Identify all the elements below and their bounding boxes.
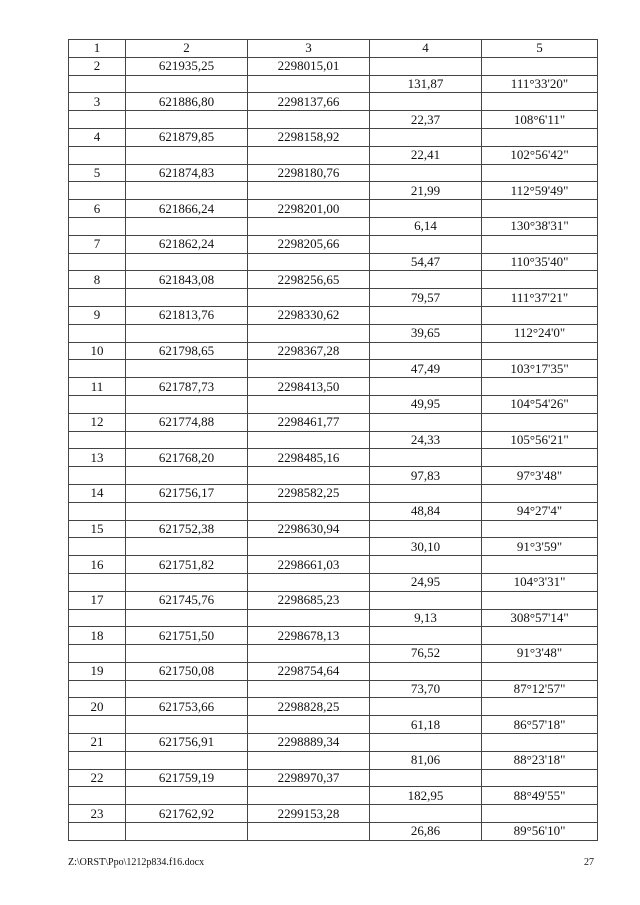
table-cell: 2298828,25 xyxy=(248,698,370,716)
table-cell: 19 xyxy=(69,662,126,680)
table-cell xyxy=(126,823,248,841)
table-cell: 103°17'35" xyxy=(482,360,598,378)
table-cell: 2298180,76 xyxy=(248,164,370,182)
table-cell xyxy=(482,93,598,111)
table-cell xyxy=(248,823,370,841)
table-cell: 5 xyxy=(69,164,126,182)
table-cell xyxy=(69,360,126,378)
footer-page-number: 27 xyxy=(584,857,594,868)
table-cell: 21,99 xyxy=(370,182,482,200)
table-cell: 621753,66 xyxy=(126,698,248,716)
table-cell: 621759,19 xyxy=(126,769,248,787)
table-cell xyxy=(69,431,126,449)
table-cell xyxy=(482,556,598,574)
table-cell: 91°3'59" xyxy=(482,538,598,556)
table-cell xyxy=(482,164,598,182)
table-cell xyxy=(482,591,598,609)
table-cell xyxy=(370,662,482,680)
table-cell: 39,65 xyxy=(370,324,482,342)
table-cell xyxy=(482,342,598,360)
table-cell xyxy=(248,467,370,485)
table-cell xyxy=(126,324,248,342)
table-cell xyxy=(248,502,370,520)
table-cell: 2298661,03 xyxy=(248,556,370,574)
table-cell: 621862,24 xyxy=(126,235,248,253)
table-cell: 621813,76 xyxy=(126,306,248,324)
table-cell: 621750,08 xyxy=(126,662,248,680)
table-cell xyxy=(482,57,598,75)
table-cell: 2298205,66 xyxy=(248,235,370,253)
table-cell xyxy=(370,520,482,538)
table-cell: 182,95 xyxy=(370,787,482,805)
table-cell xyxy=(126,395,248,413)
table-cell: 88°49'55" xyxy=(482,787,598,805)
table-cell xyxy=(248,431,370,449)
table-cell: 2298330,62 xyxy=(248,306,370,324)
table-cell: 6 xyxy=(69,200,126,218)
table-row xyxy=(69,342,598,360)
table-row xyxy=(69,627,598,645)
table-cell xyxy=(126,146,248,164)
table-cell xyxy=(248,538,370,556)
table-row xyxy=(69,431,598,449)
column-header: 3 xyxy=(248,40,370,58)
table-cell xyxy=(482,734,598,752)
table-cell: 621787,73 xyxy=(126,378,248,396)
column-header: 5 xyxy=(482,40,598,58)
table-cell xyxy=(126,431,248,449)
table-row xyxy=(69,645,598,663)
table-row xyxy=(69,502,598,520)
table-cell: 2298485,16 xyxy=(248,449,370,467)
table-cell xyxy=(126,467,248,485)
table-cell xyxy=(69,680,126,698)
table-cell: 17 xyxy=(69,591,126,609)
table-cell: 30,10 xyxy=(370,538,482,556)
table-cell: 10 xyxy=(69,342,126,360)
table-cell xyxy=(248,75,370,93)
table-cell xyxy=(482,378,598,396)
table-cell: 2298678,13 xyxy=(248,627,370,645)
table-cell xyxy=(248,751,370,769)
table-cell xyxy=(370,93,482,111)
table-cell xyxy=(370,200,482,218)
coordinates-table xyxy=(68,39,598,841)
table-cell xyxy=(69,609,126,627)
table-body xyxy=(69,40,598,841)
table-cell xyxy=(248,395,370,413)
table-cell: 621866,24 xyxy=(126,200,248,218)
table-cell xyxy=(126,751,248,769)
table-cell xyxy=(482,128,598,146)
table-cell: 6,14 xyxy=(370,217,482,235)
table-cell xyxy=(69,538,126,556)
table-cell xyxy=(370,591,482,609)
table-cell: 111°33'20" xyxy=(482,75,598,93)
table-cell xyxy=(126,573,248,591)
table-cell xyxy=(69,645,126,663)
table-row xyxy=(69,787,598,805)
table-cell: 79,57 xyxy=(370,289,482,307)
table-cell: 2298630,94 xyxy=(248,520,370,538)
table-cell xyxy=(248,645,370,663)
table-cell: 2298970,37 xyxy=(248,769,370,787)
table-cell: 621879,85 xyxy=(126,128,248,146)
table-cell: 130°38'31" xyxy=(482,217,598,235)
table-cell: 621874,83 xyxy=(126,164,248,182)
table-cell: 20 xyxy=(69,698,126,716)
table-cell: 2299153,28 xyxy=(248,805,370,823)
table-cell: 73,70 xyxy=(370,680,482,698)
table-cell xyxy=(482,306,598,324)
table-cell: 22,41 xyxy=(370,146,482,164)
table-row xyxy=(69,378,598,396)
table-cell: 9 xyxy=(69,306,126,324)
table-cell xyxy=(482,520,598,538)
table-cell xyxy=(482,805,598,823)
table-cell xyxy=(248,716,370,734)
table-row xyxy=(69,609,598,627)
table-cell: 4 xyxy=(69,128,126,146)
table-cell xyxy=(248,182,370,200)
table-cell xyxy=(126,217,248,235)
table-cell: 308°57'14" xyxy=(482,609,598,627)
table-cell: 11 xyxy=(69,378,126,396)
table-cell xyxy=(69,787,126,805)
table-cell: 621751,50 xyxy=(126,627,248,645)
table-cell xyxy=(370,306,482,324)
table-cell xyxy=(248,289,370,307)
footer-file-path: Z:\ORST\Ppo\1212p834.f16.docx xyxy=(68,857,205,868)
table-cell xyxy=(482,413,598,431)
table-row xyxy=(69,591,598,609)
table-cell: 621774,88 xyxy=(126,413,248,431)
table-cell: 89°56'10" xyxy=(482,823,598,841)
table-row xyxy=(69,573,598,591)
table-row xyxy=(69,556,598,574)
table-cell xyxy=(370,271,482,289)
table-row xyxy=(69,413,598,431)
table-cell xyxy=(482,484,598,502)
table-row xyxy=(69,200,598,218)
table-cell xyxy=(370,342,482,360)
table-row xyxy=(69,128,598,146)
table-cell: 112°24'0" xyxy=(482,324,598,342)
table-row xyxy=(69,289,598,307)
table-cell: 621752,38 xyxy=(126,520,248,538)
table-row xyxy=(69,395,598,413)
table-cell: 23 xyxy=(69,805,126,823)
table-cell: 621843,08 xyxy=(126,271,248,289)
table-cell: 2298158,92 xyxy=(248,128,370,146)
table-cell xyxy=(126,289,248,307)
table-cell: 18 xyxy=(69,627,126,645)
table-cell: 21 xyxy=(69,734,126,752)
table-cell xyxy=(248,217,370,235)
table-cell: 97,83 xyxy=(370,467,482,485)
table-cell xyxy=(482,662,598,680)
table-cell: 81,06 xyxy=(370,751,482,769)
table-cell: 24,33 xyxy=(370,431,482,449)
table-cell: 9,13 xyxy=(370,609,482,627)
table-cell xyxy=(69,751,126,769)
table-row xyxy=(69,538,598,556)
table-cell xyxy=(248,680,370,698)
table-row xyxy=(69,520,598,538)
table-cell xyxy=(126,787,248,805)
table-cell: 621798,65 xyxy=(126,342,248,360)
table-cell xyxy=(248,253,370,271)
table-cell xyxy=(69,716,126,734)
table-cell: 104°3'31" xyxy=(482,573,598,591)
table-row xyxy=(69,306,598,324)
table-cell: 14 xyxy=(69,484,126,502)
table-cell xyxy=(248,324,370,342)
table-cell: 13 xyxy=(69,449,126,467)
table-cell: 2298137,66 xyxy=(248,93,370,111)
table-row xyxy=(69,93,598,111)
table-cell xyxy=(370,484,482,502)
table-cell xyxy=(126,360,248,378)
table-cell: 49,95 xyxy=(370,395,482,413)
table-cell: 131,87 xyxy=(370,75,482,93)
table-cell xyxy=(482,200,598,218)
table-cell xyxy=(126,609,248,627)
table-cell xyxy=(126,645,248,663)
column-header: 4 xyxy=(370,40,482,58)
table-cell: 2298256,65 xyxy=(248,271,370,289)
table-cell xyxy=(370,698,482,716)
table-cell xyxy=(126,253,248,271)
table-cell: 104°54'26" xyxy=(482,395,598,413)
table-cell xyxy=(126,111,248,129)
table-cell xyxy=(370,57,482,75)
table-cell xyxy=(69,111,126,129)
table-cell: 88°23'18" xyxy=(482,751,598,769)
table-row xyxy=(69,449,598,467)
table-cell xyxy=(69,146,126,164)
table-row xyxy=(69,146,598,164)
table-row xyxy=(69,467,598,485)
table-cell xyxy=(482,627,598,645)
table-cell: 2 xyxy=(69,57,126,75)
table-cell: 621886,80 xyxy=(126,93,248,111)
column-header: 1 xyxy=(69,40,126,58)
table-cell xyxy=(482,769,598,787)
table-cell xyxy=(69,502,126,520)
table-cell: 7 xyxy=(69,235,126,253)
table-cell xyxy=(69,395,126,413)
table-cell xyxy=(370,805,482,823)
table-cell: 87°12'57" xyxy=(482,680,598,698)
table-cell: 2298754,64 xyxy=(248,662,370,680)
table-cell xyxy=(126,502,248,520)
table-cell xyxy=(370,164,482,182)
table-cell: 2298685,23 xyxy=(248,591,370,609)
table-row xyxy=(69,235,598,253)
table-row xyxy=(69,716,598,734)
table-cell: 47,49 xyxy=(370,360,482,378)
table-cell: 22 xyxy=(69,769,126,787)
table-row xyxy=(69,823,598,841)
table-cell: 76,52 xyxy=(370,645,482,663)
table-row xyxy=(69,484,598,502)
table-row xyxy=(69,164,598,182)
table-cell xyxy=(248,787,370,805)
table-cell: 621935,25 xyxy=(126,57,248,75)
table-cell xyxy=(126,182,248,200)
table-cell: 621756,91 xyxy=(126,734,248,752)
table-cell: 621768,20 xyxy=(126,449,248,467)
column-header: 2 xyxy=(126,40,248,58)
table-cell xyxy=(69,253,126,271)
table-cell xyxy=(482,235,598,253)
table-row xyxy=(69,57,598,75)
table-cell xyxy=(69,217,126,235)
table-row xyxy=(69,662,598,680)
table-cell xyxy=(370,378,482,396)
table-cell: 48,84 xyxy=(370,502,482,520)
table-cell: 621751,82 xyxy=(126,556,248,574)
table-cell xyxy=(248,573,370,591)
table-cell xyxy=(126,716,248,734)
table-row xyxy=(69,769,598,787)
table-cell: 2298367,28 xyxy=(248,342,370,360)
table-cell: 110°35'40" xyxy=(482,253,598,271)
table-cell: 102°56'42" xyxy=(482,146,598,164)
table-cell xyxy=(248,111,370,129)
table-cell xyxy=(248,360,370,378)
table-cell xyxy=(370,128,482,146)
table-cell xyxy=(126,538,248,556)
table-row xyxy=(69,751,598,769)
table-cell: 2298889,34 xyxy=(248,734,370,752)
table-cell: 26,86 xyxy=(370,823,482,841)
table-cell xyxy=(126,75,248,93)
table-row xyxy=(69,734,598,752)
table-row xyxy=(69,182,598,200)
table-cell: 86°57'18" xyxy=(482,716,598,734)
table-cell: 2298413,50 xyxy=(248,378,370,396)
header-row xyxy=(69,40,598,58)
table-cell: 22,37 xyxy=(370,111,482,129)
table-cell xyxy=(69,467,126,485)
table-cell: 8 xyxy=(69,271,126,289)
table-cell xyxy=(69,324,126,342)
table-row xyxy=(69,253,598,271)
table-cell xyxy=(248,609,370,627)
table-cell xyxy=(370,627,482,645)
table-cell: 97°3'48" xyxy=(482,467,598,485)
table-cell: 2298582,25 xyxy=(248,484,370,502)
table-cell: 16 xyxy=(69,556,126,574)
table-cell: 12 xyxy=(69,413,126,431)
table-cell xyxy=(482,449,598,467)
table-row xyxy=(69,324,598,342)
table-cell xyxy=(482,271,598,289)
table-cell: 621745,76 xyxy=(126,591,248,609)
table-cell: 15 xyxy=(69,520,126,538)
table-cell xyxy=(370,769,482,787)
table-row xyxy=(69,680,598,698)
table-cell xyxy=(370,556,482,574)
table-cell xyxy=(69,289,126,307)
table-cell: 2298201,00 xyxy=(248,200,370,218)
table-cell xyxy=(370,734,482,752)
table-cell: 105°56'21" xyxy=(482,431,598,449)
table-cell: 108°6'11" xyxy=(482,111,598,129)
table-cell: 61,18 xyxy=(370,716,482,734)
table-cell xyxy=(370,413,482,431)
table-cell: 2298461,77 xyxy=(248,413,370,431)
table-cell xyxy=(126,680,248,698)
table-cell: 91°3'48" xyxy=(482,645,598,663)
table-row xyxy=(69,698,598,716)
table-cell xyxy=(370,235,482,253)
table-row xyxy=(69,271,598,289)
table-cell: 94°27'4" xyxy=(482,502,598,520)
table-row xyxy=(69,217,598,235)
table-cell: 3 xyxy=(69,93,126,111)
table-cell: 111°37'21" xyxy=(482,289,598,307)
table-row xyxy=(69,805,598,823)
table-cell: 54,47 xyxy=(370,253,482,271)
table-row xyxy=(69,111,598,129)
table-cell: 24,95 xyxy=(370,573,482,591)
table-cell xyxy=(370,449,482,467)
table-row xyxy=(69,75,598,93)
table-cell: 621756,17 xyxy=(126,484,248,502)
table-cell xyxy=(69,573,126,591)
table-cell: 2298015,01 xyxy=(248,57,370,75)
table-cell: 112°59'49" xyxy=(482,182,598,200)
table-cell xyxy=(69,182,126,200)
table-row xyxy=(69,360,598,378)
table-cell: 621762,92 xyxy=(126,805,248,823)
table-cell xyxy=(482,698,598,716)
table-cell xyxy=(69,823,126,841)
table-cell xyxy=(248,146,370,164)
table-cell xyxy=(69,75,126,93)
